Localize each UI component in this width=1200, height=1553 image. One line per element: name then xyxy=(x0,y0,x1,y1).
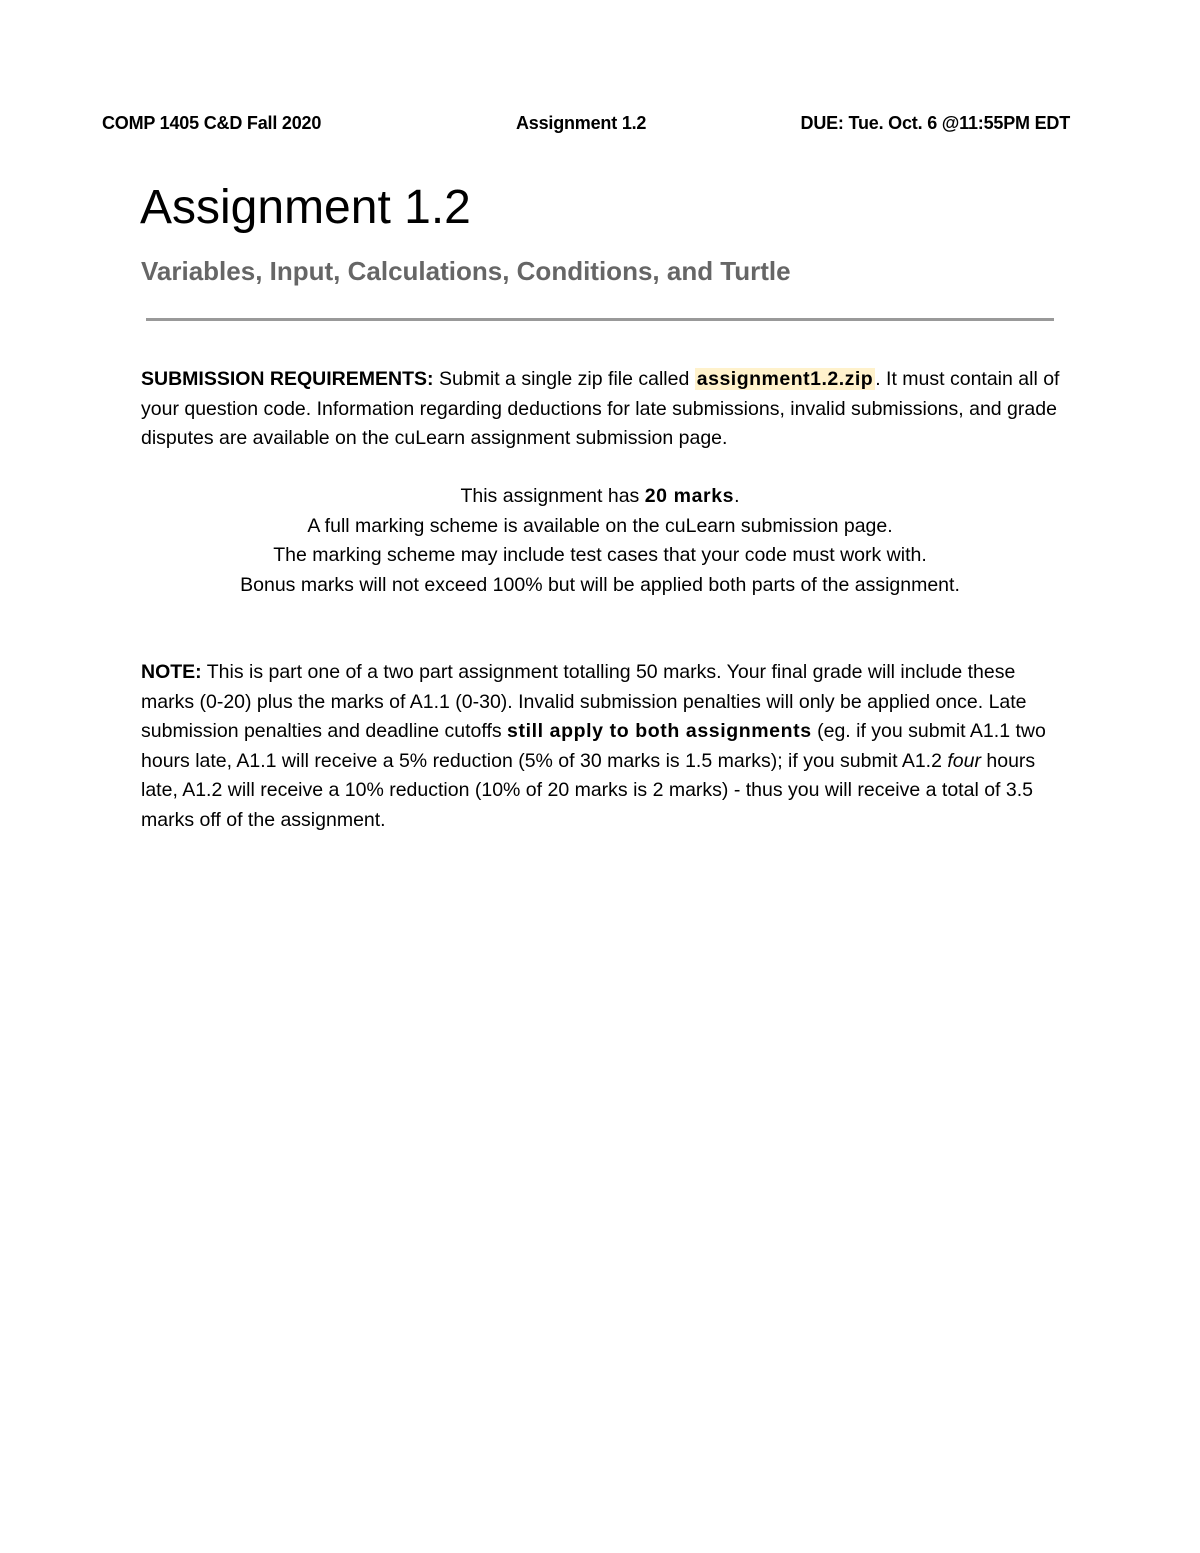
submission-text-after: . It must contain all of your question code. Information regarding deductions for late submissions, invalid submissions, and grade disputes are available on the cuLearn assignment submission page. xyxy=(141,368,1060,449)
total-marks: 20 marks xyxy=(644,485,735,507)
submission-label: SUBMISSION REQUIREMENTS: xyxy=(141,368,434,390)
note-part-2: (eg. if you submit A1.1 two hours late, A1.1 will receive a 5% reduction (5% of 30 marks is 1.5 marks); if you submit A1.2 xyxy=(141,720,1046,772)
note-part-3: hours late, A1.2 will receive a 10% reduction (10% of 20 marks is 2 marks) - thus you will receive a total of 3.5 marks off of the assignment. xyxy=(141,749,1036,831)
document-title: Assignment 1.2 xyxy=(140,181,471,234)
marks-line-1-before: This assignment has xyxy=(460,485,645,507)
note-paragraph xyxy=(141,658,1071,835)
header-course: COMP 1405 C&D Fall 2020 xyxy=(102,113,322,133)
running-header xyxy=(102,113,1070,137)
marks-info xyxy=(100,482,1100,600)
submission-requirements xyxy=(141,365,1071,454)
note-part-1: This is part one of a two part assignment totalling 50 marks. Your final grade will include these marks (0-20) plus the marks of A1.1 (0-30). Invalid submission penalties will only be applied once. Late submission penalties and deadline cutoffs xyxy=(141,661,1027,742)
marks-line-3: The marking scheme may include test cases that your code must work with. xyxy=(273,544,927,566)
note-italic: four xyxy=(947,749,981,772)
document-subtitle: Variables, Input, Calculations, Conditions, and Turtle xyxy=(141,256,791,286)
marks-line-1 xyxy=(100,482,1100,512)
marks-line-2: A full marking scheme is available on the cuLearn submission page. xyxy=(307,514,893,537)
note-bold: still apply to both assignments xyxy=(507,720,812,742)
marks-line-1-after: . xyxy=(734,485,740,507)
header-assignment: Assignment 1.2 xyxy=(516,113,647,133)
submission-filename: assignment1.2.zip xyxy=(696,368,874,390)
note-label: NOTE: xyxy=(141,661,202,683)
header-due-date: DUE: Tue. Oct. 6 @11:55PM EDT xyxy=(800,113,1070,133)
marks-line-4: Bonus marks will not exceed 100% but will be applied both parts of the assignment. xyxy=(240,573,960,596)
title-divider xyxy=(146,318,1054,321)
submission-text-before: Submit a single zip file called xyxy=(433,368,695,390)
